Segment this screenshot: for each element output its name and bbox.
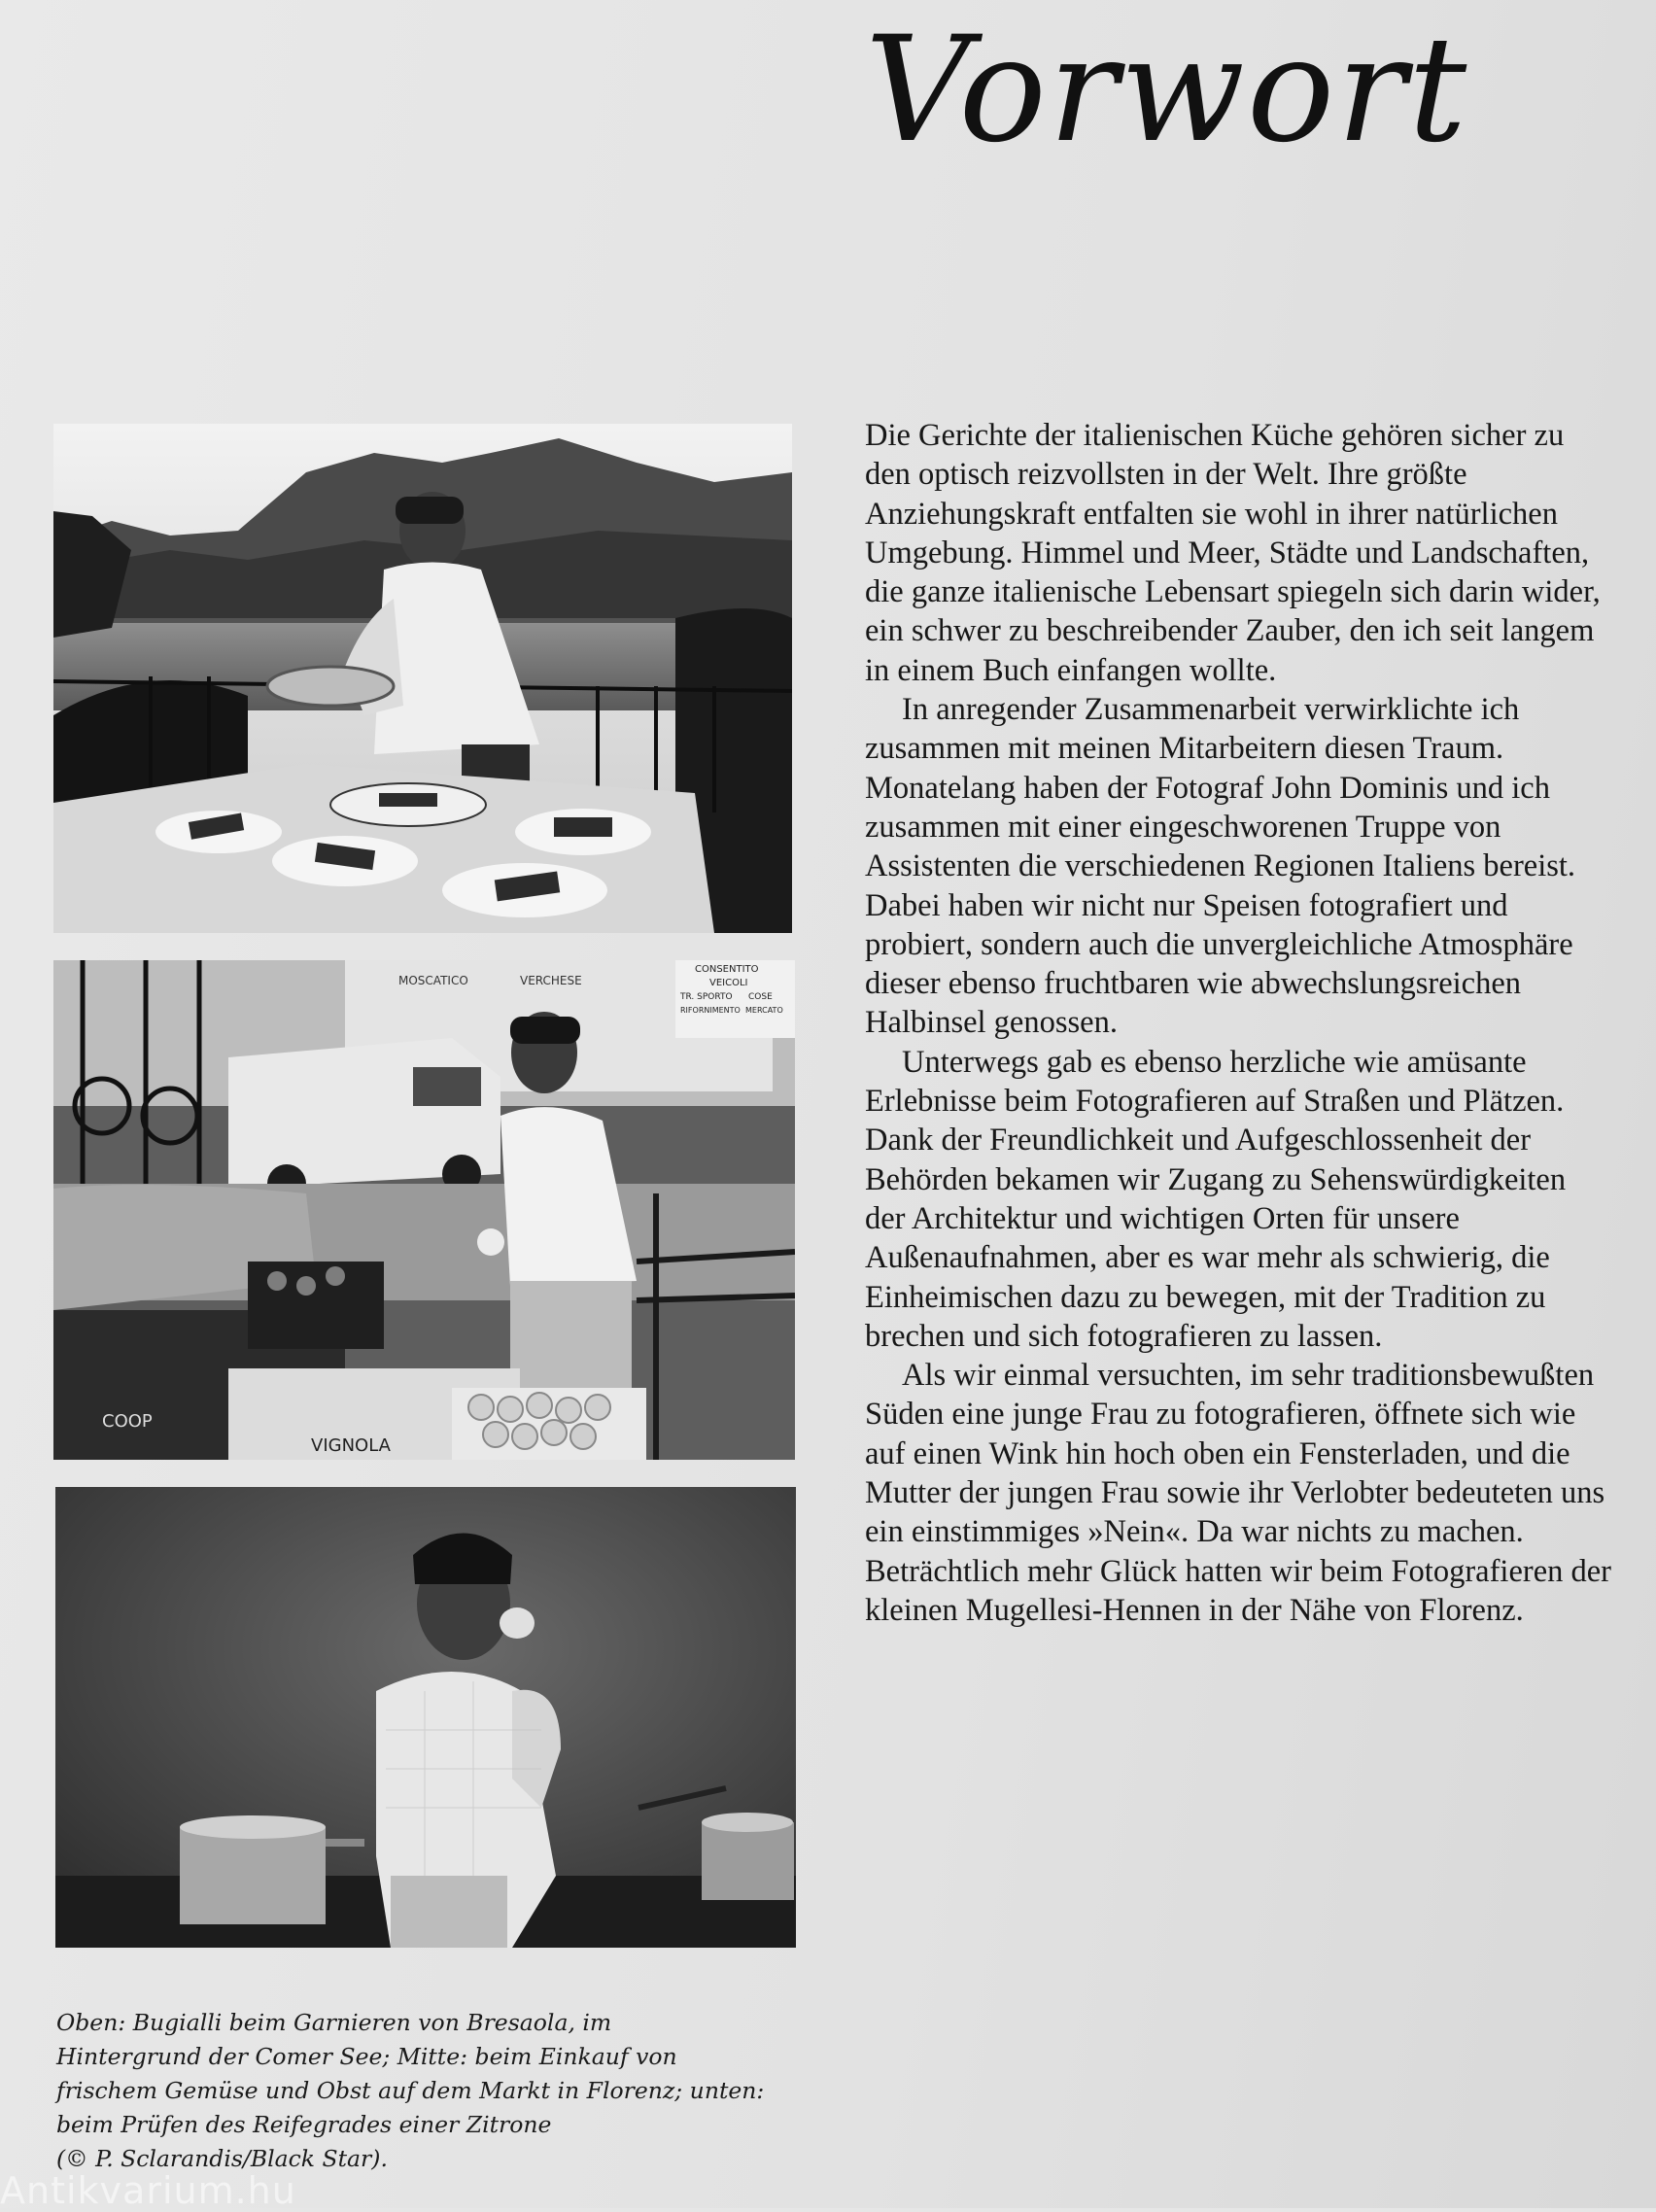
photo-market-florence [53, 960, 795, 1460]
photo-top-image [53, 424, 792, 933]
caption-line: frischem Gemüse und Obst auf dem Markt in Florenz; unten: [56, 2077, 765, 2104]
sign-veicoli: VEICOLI [709, 978, 748, 988]
caption-line: Hintergrund der Comer See; Mitte: beim Einkauf von [56, 2043, 677, 2070]
photo-testing-lemon [55, 1487, 796, 1948]
page-title: Vorwort [865, 6, 1469, 175]
watermark: Antikvarium.hu [0, 2169, 296, 2212]
photo-bottom-image [55, 1487, 796, 1948]
paragraph-2: In anregender Zusammenarbeit verwirklichte ich zusammen mit meinen Mitarbeitern diesen Traum. Monatelang haben der Fotograf John Dominis und ich zusammen mit einer eingeschworenen Truppe von Assistenten die verschiedenen Regionen Italiens bereist. Dabei haben wir nicht nur Speisen fotografiert und probiert, sondern auch die unvergleichliche Atmosphäre dieser ebenso fruchtbaren wie abwechslungsreichen Halbinsel genossen. [865, 692, 1576, 1041]
paragraph-3: Unterwegs gab es ebenso herzliche wie amüsante Erlebnisse beim Fotografieren auf Straßen und Plätzen. Dank der Freundlichkeit und Aufgeschlossenheit der Behörden bekamen wir Zugang zu Sehenswürdigkeiten der Architektur und wichtigen Orten für unsere Außenaufnahmen, aber es war mehr als schwierig, die Einheimischen dazu zu bewegen, mit der Tradition zu brechen und sich fotografieren zu lassen. [865, 1044, 1567, 1354]
sign-consentito: CONSENTITO [695, 964, 759, 975]
photo-garnishing-bresaola [53, 424, 792, 933]
truck-sign-1: MOSCATICO [398, 974, 468, 987]
sign-mercato: MERCATO [745, 1006, 783, 1015]
sign-cose: COSE [748, 992, 773, 1002]
sign-trasporto: TR. SPORTO [680, 992, 733, 1002]
crate-label-coop: COOP [102, 1411, 153, 1432]
foreword-body [865, 416, 1613, 1630]
paragraph-1: Die Gerichte der italienischen Küche gehören sicher zu den optisch reizvollsten in der Welt. Ihre größte Anziehungskraft entfalten sie wohl in ihrer natürlichen Umgebung. Himmel und Meer, Städte und Landschaften, die ganze italienische Lebensart spiegeln sich darin wider, ein schwer zu beschreibender Zauber, den ich seit langem in einem Buch einfangen wollte. [865, 418, 1601, 688]
sign-rifornimento: RIFORNIMENTO [680, 1006, 741, 1015]
caption-line: Oben: Bugialli beim Garnieren von Bresaola, im [56, 2009, 612, 2036]
caption-line: beim Prüfen des Reifegrades einer Zitrone [56, 2111, 552, 2138]
caption-line: (© P. Sclarandis/Black Star). [56, 2145, 388, 2172]
crate-label-vignola: VIGNOLA [311, 1435, 391, 1456]
photo-caption [56, 2006, 765, 2176]
truck-sign-2: VERCHESE [520, 974, 582, 987]
paragraph-4: Als wir einmal versuchten, im sehr traditionsbewußten Süden eine junge Frau zu fotografieren, öffnete sich wie auf einen Wink hin hoch oben ein Fensterladen, und die Mutter der jungen Frau sowie ihr Verlobter bedeuteten uns ein einstimmiges »Nein«. Da war nichts zu machen. Beträchtlich mehr Glück hatten wir beim Fotografieren der kleinen Mugellesi-Hennen in der Nähe von Florenz. [865, 1358, 1611, 1628]
photo-middle-image [53, 960, 795, 1460]
